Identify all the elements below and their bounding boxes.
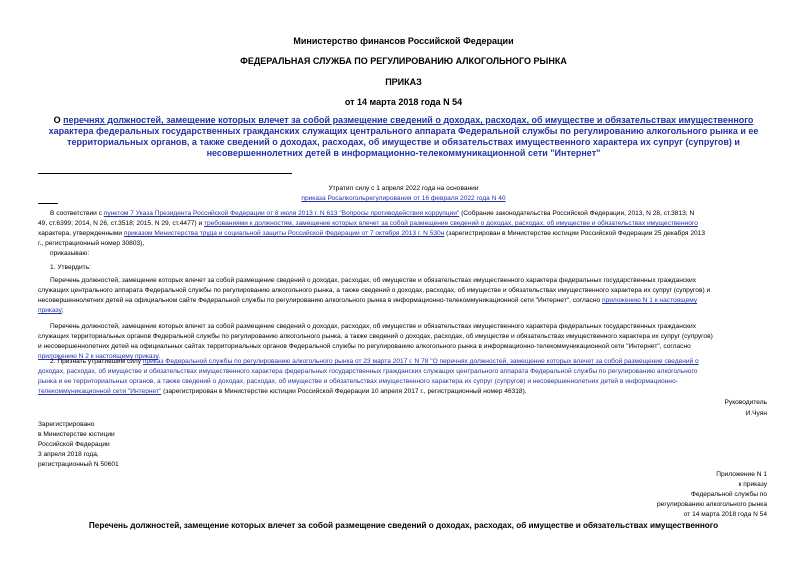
document-title [0, 115, 807, 159]
appendix-1-link[interactable]: приложению N 1 к настоящему [602, 297, 698, 304]
status-line: Утратил силу с 1 апреля 2022 года на основании [328, 185, 479, 192]
status-link[interactable]: приказа Росалкогольрегулирования от 16 февраля 2022 года N 40 [301, 195, 506, 202]
service-name: ФЕДЕРАЛЬНАЯ СЛУЖБА ПО РЕГУЛИРОВАНИЮ АЛКОГОЛЬНОГО РЫНКА [240, 56, 567, 66]
item-1: 1. Утвердить: Перечень должностей, замещение которых влечет за собой размещение сведений о доходах, расходах, об имуществе и обязательствах имущественного характера федеральных государственных гражданских служащих центрального аппарата Федеральной службы по регулированию алкогольного рынка, а также сведений о доходах, расходах, об имуществе и обязательствах имущественного характера их супруг (супругов) и несовершеннолетних детей на официальном сайте Федеральной службы по регулированию алкогольного рынка в информационно-телекоммуникационной сети "Интернет", согласно приложению N 1 к настоящему приказу; Перечень должностей, замещение которых влечет за собой размещение сведений о доходах, расходах, об имуществе и обязательствах имущественного характера федеральных государственных гражданских служащих территориальных органов Федеральной службы по регулированию алкогольного рынка, а также сведений о доходах, расходах, об имуществе и обязательствах имущественного характера их супруг (супругов) и несовершеннолетних детей на официальных сайтах территориальных органов Федеральной службы по регулированию алкогольного рынка в информационно-телекоммуникационной сети "Интернет", согласно приложению N 2 к настоящему приказу. [38, 263, 770, 362]
title-link[interactable]: перечнях должностей, замещение которых влечет за собой размещение сведений о доходах, расходах, об имуществе и обязательствах имущественного [63, 115, 754, 125]
requirements-link[interactable]: требованиями к должностям, замещение которых влечет за собой размещение сведений о доходах, расходах, об имуществе и обязательствах имущественного [203, 220, 698, 227]
title-line-2[interactable]: характера федеральных государственных гражданских служащих центрального аппарата Федеральной службы по регулированию алкогольного рынка и ее [48, 126, 759, 136]
title-separator [38, 173, 292, 174]
repealed-order-link-end[interactable]: телекоммуникационной сети "Интернет" [38, 388, 162, 395]
registration-block: Зарегистрировано в Министерстве юстиции Российской Федерации 3 апреля 2018 года, регистрационный N 50601 [38, 421, 119, 468]
title-prefix: О [53, 115, 64, 125]
repealed-order-link[interactable]: приказ Федеральной службы по регулированию алкогольного рынка от 23 марта 2017 г. N 78 "О перечнях должностей, замещение которых влечет за собой размещение сведений о [142, 358, 699, 365]
document-type: ПРИКАЗ [385, 77, 422, 87]
item-1-label: 1. Утвердить: [50, 264, 91, 271]
document-date-number: от 14 марта 2018 года N 54 [344, 97, 463, 107]
title-line-4[interactable]: несовершеннолетних детей в информационно-телекоммуникационной сети "Интернет" [206, 148, 601, 158]
ministry-order-link[interactable]: приказом Министерства труда и социальной защиты Российской Федерации от 7 октября 2013 г. N 530н [123, 230, 445, 237]
signature-name: И.Чуян [745, 410, 767, 417]
preamble: В соответствии с пунктом 7 Указа Президента Российской Федерации от 8 июля 2013 г. N 613 "Вопросы противодействия коррупции" (Собрание законодательства Российской Федерации, 2013, N 28, ст.3813; N 49, ст.6399; 2014, N 26, ст.3518; 2015, N 29, ст.4477) и требованиями к должностям, замещение которых влечет за собой размещение сведений о доходах, расходах, об имуществе и обязательствах имущественного характера, утвержденными приказом Министерства труда и социальной защиты Российской Федерации от 7 октября 2013 г. N 530н (зарегистрирован в Министерстве юстиции Российской Федерации 25 декабря 2013 г., регистрационный номер 30803), приказываю: [38, 209, 770, 259]
appendix-block: Приложение N 1 к приказу Федеральной службы по регулированию алкогольного рынка от 14 марта 2018 года N 54 [657, 471, 767, 518]
signature-role: Руководитель [724, 399, 767, 406]
appendix-1-link-cont[interactable]: приказу [38, 307, 62, 314]
footnote-separator [38, 203, 58, 204]
appendix-heading: Перечень должностей, замещение которых влечет за собой размещение сведений о доходах, расходах, об имуществе и обязательствах имущественного [88, 521, 719, 530]
item-2: 2. Признать утратившим силу приказ Федеральной службы по регулированию алкогольного рынка от 23 марта 2017 г. N 78 "О перечнях должностей, замещение которых влечет за собой размещение сведений о доходах, расходах, об имуществе и обязательствах имущественного характера федеральных государственных гражданских служащих центрального аппарата Федеральной службы по регулированию алкогольного рынка и ее территориальных органов, а также сведений о доходах, расходах, об имуществе и обязательствах имущественного характера их супруг (супругов) и несовершеннолетних детей в информационно- телекоммуникационной сети "Интернет" (зарегистрирован в Министерстве юстиции Российской Федерации 10 апреля 2017 г., регистрационный номер 46318). [38, 358, 699, 395]
decree-link[interactable]: пунктом 7 Указа Президента Российской Федерации от 8 июля 2013 г. N 613 "Вопросы противодействия коррупции" [103, 210, 460, 217]
ministry-name: Министерство финансов Российской Федерации [293, 36, 514, 46]
appendix-2-link[interactable]: приложению N 2 к настоящему приказу [38, 353, 159, 360]
title-line-3[interactable]: территориальных органов, а также сведений о доходах, расходах, об имуществе и обязательствах имущественного характера их супруг (супругов) и [67, 137, 740, 147]
order-verb: приказываю: [50, 250, 90, 257]
